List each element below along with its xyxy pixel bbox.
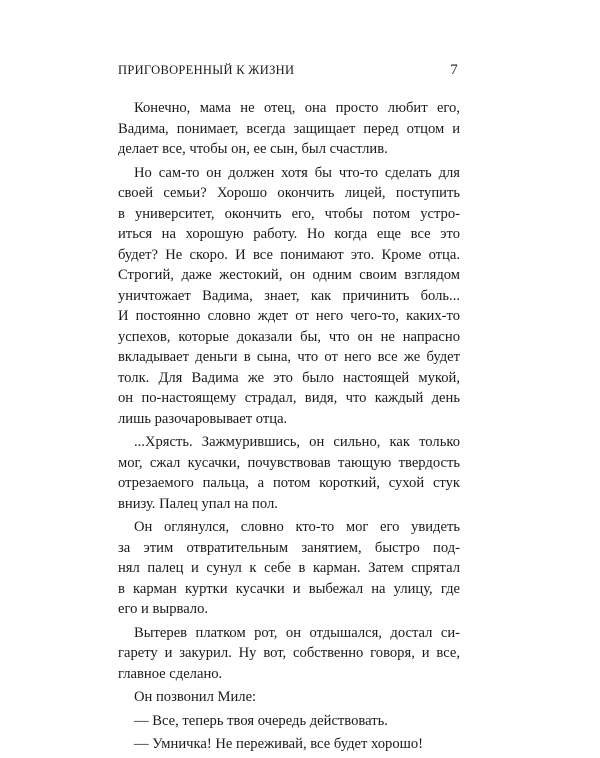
- running-title: ПРИГОВОРЕННЫЙ К ЖИЗНИ: [118, 63, 295, 77]
- paragraph: [118, 623, 460, 685]
- page-number: 7: [450, 62, 458, 78]
- text-line: вкладывает деньги в сына, что от него все же будет: [118, 349, 460, 365]
- text-line: И постоянно словно ждет от него чего-то, каких-то: [118, 308, 460, 324]
- running-header: [118, 62, 460, 84]
- paragraph: [118, 734, 460, 755]
- text-line: уничтожает Вадима, знает, как причинить боль...: [118, 287, 460, 304]
- text-line: ...Хрясть. Зажмурившись, он сильно, как только: [134, 434, 460, 450]
- text-line: мог, сжал кусачки, почувствовав тающую твердость: [118, 454, 460, 471]
- text-line: в университет, окончить его, чтобы потом устро-: [118, 205, 460, 222]
- text-line: иться на хорошую работу. Но когда еще все это: [118, 226, 460, 242]
- text-line: успехов, которые доказали бы, что он не напрасно: [118, 328, 460, 345]
- text-line: он по-настоящему страдал, видя, что каждый день: [118, 390, 460, 406]
- text-line: Вытерев платком рот, он отдышался, достал си-: [134, 624, 460, 641]
- text-line: своей семьи? Хорошо окончить лицей, поступить: [118, 185, 460, 201]
- text-line: внизу. Палец упал на пол.: [118, 495, 278, 512]
- text-line: Но сам-то он должен хотя бы что-то сделать для: [134, 164, 460, 181]
- body-text: [118, 98, 460, 755]
- paragraph: [118, 163, 460, 430]
- text-line: нял палец и сунул к себе в карман. Затем спрятал: [118, 560, 460, 576]
- text-line: делает все, чтобы он, ее сын, был счастлив.: [118, 141, 388, 157]
- text-line: будет? Не скоро. И все понимают это. Кроме отца.: [118, 246, 460, 263]
- text-line: лишь разочаровывает отца.: [118, 410, 288, 427]
- text-line: Он позвонил Миле:: [134, 689, 257, 705]
- text-line: гарету и закурил. Ну вот, собственно говоря, и все,: [118, 645, 460, 661]
- text-line: — Все, теперь твоя очередь действовать.: [134, 712, 388, 729]
- text-line: Конечно, мама не отец, она просто любит его,: [134, 100, 460, 116]
- paragraph: [118, 711, 460, 732]
- paragraph: [118, 687, 460, 708]
- text-line: за этим отвратительным занятием, быстро под-: [118, 539, 460, 556]
- paragraph: [118, 98, 460, 160]
- paragraph: [118, 517, 460, 620]
- book-page: [118, 62, 460, 758]
- text-line: его и вырвало.: [118, 601, 209, 617]
- text-line: отрезаемого пальца, а потом короткий, сухой стук: [118, 475, 460, 491]
- text-line: Строгий, даже жестокий, он одним своим взглядом: [118, 267, 460, 283]
- text-line: Вадима, понимает, всегда защищает перед отцом и: [118, 120, 460, 137]
- text-line: Он оглянулся, словно кто-то мог его увидеть: [134, 519, 460, 535]
- text-line: — Умничка! Не переживай, все будет хорошо!: [134, 736, 424, 752]
- paragraph: [118, 432, 460, 514]
- text-line: главное сделано.: [118, 665, 223, 682]
- text-line: в карман куртки кусачки и выбежал на улицу, где: [118, 580, 460, 597]
- text-line: толк. Для Вадима же это было настоящей мукой,: [118, 369, 460, 386]
